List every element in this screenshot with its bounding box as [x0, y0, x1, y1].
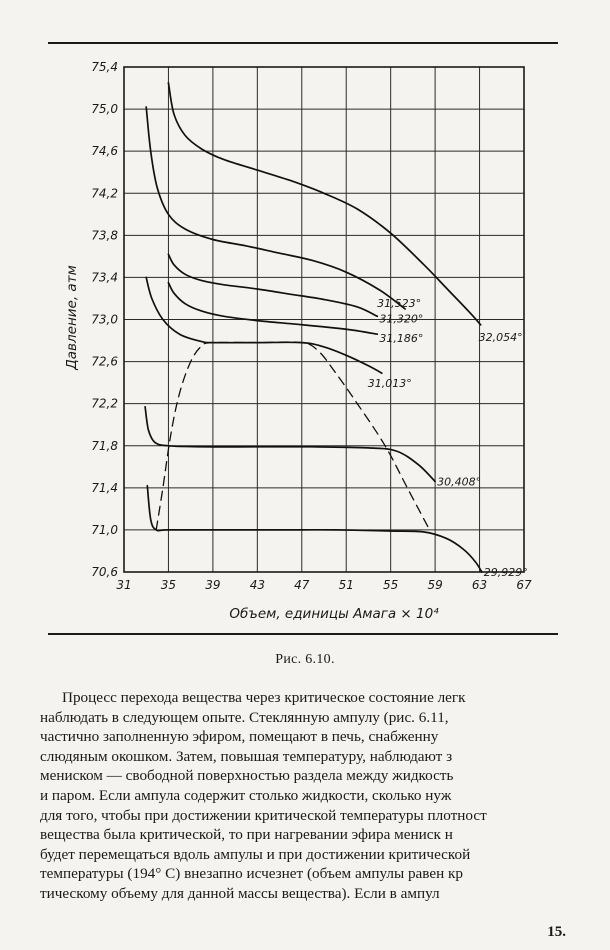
isotherm-label: 32,054° — [478, 330, 523, 344]
y-tick-label: 71,4 — [91, 480, 118, 495]
y-tick-label: 71,8 — [91, 438, 118, 453]
x-tick-label: 43 — [249, 578, 265, 592]
y-tick-label: 74,6 — [91, 144, 118, 159]
x-tick-label: 59 — [427, 578, 443, 592]
body-text — [40, 688, 566, 904]
x-tick-label: 47 — [294, 578, 310, 592]
isotherm-curve — [147, 486, 482, 572]
bottom-rule — [48, 633, 558, 635]
y-tick-label: 73,4 — [91, 270, 118, 285]
body-text-line: Процесс перехода вещества через критическое состояние легк — [62, 689, 466, 706]
y-tick-label: 70,6 — [91, 565, 118, 579]
body-text-line: вещества была критической, то при нагревании эфира мениск н — [40, 826, 453, 844]
isotherm-label: 30,408° — [437, 475, 482, 489]
y-tick-label: 74,2 — [91, 186, 118, 201]
body-text-line: будет перемещаться вдоль ампулы и при достижении критической — [40, 845, 471, 863]
body-text-line: температуры (194° С) внезапно исчезнет (объем ампулы равен кр — [40, 865, 464, 883]
chart-labels — [368, 297, 528, 579]
coexistence-dashed-curve — [156, 342, 429, 530]
y-tick-label: 72,6 — [91, 354, 118, 369]
x-tick-label: 35 — [160, 578, 177, 592]
body-text-line: тическому объему для данной массы вещества). Если в ампул — [40, 884, 440, 902]
body-text-line: наблюдать в следующем опыте. Стеклянную ампулу (рис. 6.11, — [40, 708, 449, 726]
figure-caption: Рис. 6.10. — [275, 652, 335, 667]
body-text-line: мениском — свободной поверхностью раздела между жидкость — [40, 767, 454, 785]
x-tick-label: 39 — [205, 578, 221, 592]
x-axis-label: Объем, единицы Амага × 10⁴ — [229, 606, 439, 622]
chart-grid — [124, 67, 524, 572]
page-number: 15. — [547, 924, 566, 940]
isotherm-label: 31,013° — [367, 377, 412, 391]
y-axis-label: Давление, атм — [64, 265, 80, 370]
body-text-line: и паром. Если ампула содержит столько жидкости, сколько нуж — [40, 786, 452, 804]
body-text-line: для того, чтобы при достижении критической температуры плотност — [40, 806, 487, 824]
y-tick-label: 71,0 — [91, 522, 118, 537]
y-tick-label: 72,2 — [91, 396, 118, 411]
x-tick-label: 51 — [338, 578, 354, 592]
x-tick-label: 67 — [516, 578, 532, 592]
isotherm-label: 29,929° — [483, 566, 528, 579]
body-text-line: частично заполненную эфиром, помещают в печь, снабженну — [40, 728, 439, 746]
y-tick-label: 75,0 — [91, 102, 118, 117]
isotherm-curve — [168, 83, 480, 325]
x-tick-label: 55 — [383, 578, 399, 592]
x-tick-label: 31 — [116, 578, 132, 592]
y-tick-label: 73,0 — [91, 312, 118, 327]
isotherm-label: 31,186° — [379, 332, 424, 346]
body-text-line: слюдяным окошком. Затем, повышая температуру, наблюдают з — [40, 747, 453, 765]
isotherm-curve — [145, 407, 435, 482]
isotherm-label: 31,523° — [377, 296, 422, 310]
x-tick-label: 63 — [471, 578, 488, 592]
y-tick-label: 75,4 — [91, 60, 118, 74]
isotherm-label: 31,320° — [379, 312, 424, 326]
isotherm-curve — [146, 107, 405, 309]
chart-series — [145, 83, 482, 572]
y-tick-label: 73,8 — [91, 228, 118, 243]
chart-axes — [64, 60, 532, 622]
